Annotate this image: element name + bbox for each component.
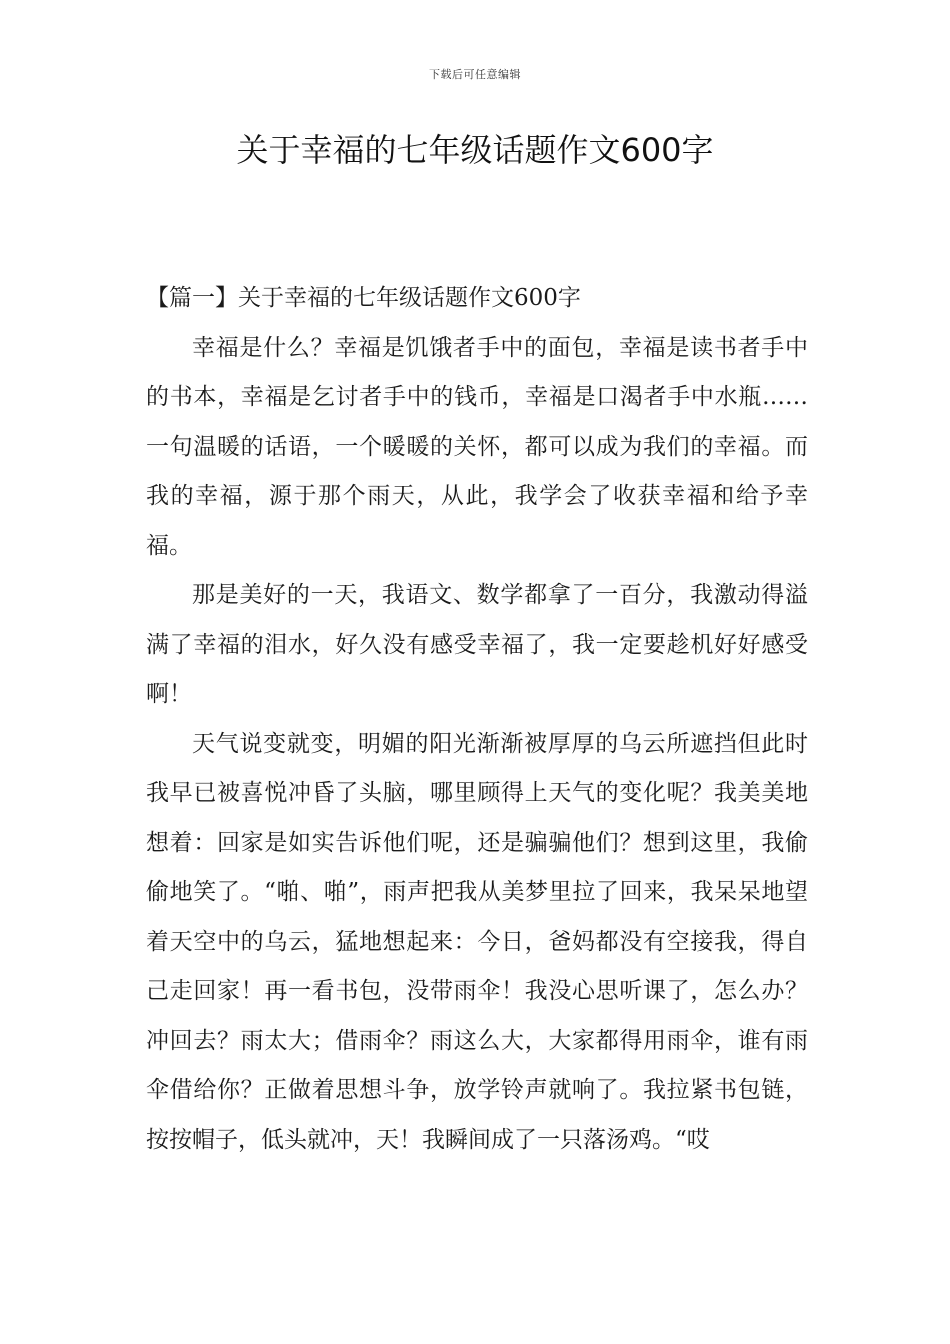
header-note: 下载后可任意编辑 — [429, 68, 521, 81]
paragraph-3: 天气说变就变，明媚的阳光渐渐被厚厚的乌云所遮挡但此时我早已被喜悦冲昏了头脑，哪里顾得上天气的变化呢？我美美地想着：回家是如实告诉他们呢，还是骗骗他们？想到这里，我偷偷地笑了。“啪、啪”，雨声把我从美梦里拉了回来，我呆呆地望着天空中的乌云，猛地想起来：今日，爸妈都没有空接我，得自己走回家！再一看书包，没带雨伞！我没心思听课了，怎么办？冲回去？雨太大；借雨伞？雨这么大，大家都得用雨伞，谁有雨伞借给你？正做着思想斗争，放学铃声就响了。我拉紧书包链，按按帽子，低头就冲，天！我瞬间成了一只落汤鸡。“哎 — [146, 730, 808, 1153]
document-title: 关于幸福的七年级话题作文600字 — [236, 131, 714, 169]
paragraph-1: 幸福是什么？幸福是饥饿者手中的面包，幸福是读书者手中的书本，幸福是乞讨者手中的钱币，幸福是口渴者手中水瓶……一句温暖的话语，一个暖暖的关怀，都可以成为我们的幸福。而我的幸福，源于那个雨天，从此，我学会了收获幸福和给予幸福。 — [146, 334, 808, 559]
section-heading: 【篇一】关于幸福的七年级话题作文600字 — [146, 285, 581, 311]
document-body — [146, 274, 808, 1165]
paragraph-2: 那是美好的一天，我语文、数学都拿了一百分，我激动得溢满了幸福的泪水，好久没有感受幸福了，我一定要趁机好好感受啊！ — [146, 582, 808, 707]
